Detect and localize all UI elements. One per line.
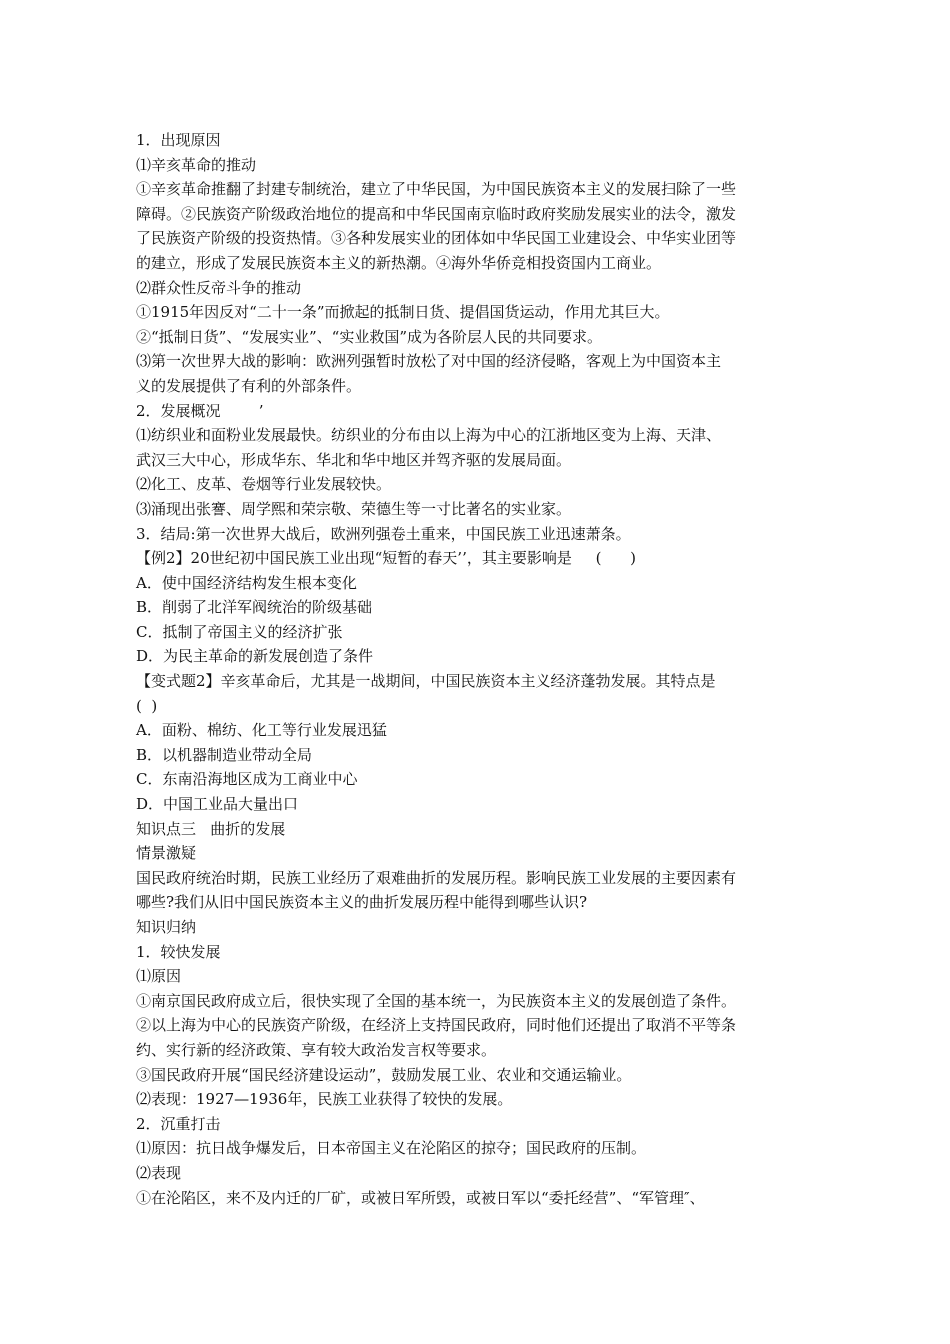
- heading-2-overview: 2．发展概况 ’: [136, 401, 264, 420]
- document-page: [136, 128, 816, 1210]
- subheading-manifestation: ⑵表现: [136, 1163, 182, 1182]
- question-option-a: A．面粉、棉纺、化工等行业发展迅猛: [136, 721, 387, 740]
- paragraph-line: ⑵化工、皮革、卷烟等行业发展较快。: [136, 475, 392, 494]
- subheading-xinhai: ⑴辛亥革命的推动: [136, 155, 257, 174]
- paragraph-line: 障碍。②民族资产阶级政治地位的提高和中华民国南京临时政府奖励发展实业的法令，激发: [136, 204, 737, 223]
- question-answer-blank: ( ): [136, 696, 158, 715]
- question-option-d: D．中国工业品大量出口: [136, 795, 299, 814]
- subsection-scenario: 情景激疑: [136, 844, 197, 863]
- subsection-summary: 知识归纳: [136, 918, 197, 936]
- section-title-knowledge-3: 知识点三 曲折的发展: [136, 819, 286, 838]
- paragraph-line: 了民族资产阶级的投资热情。③各种发展实业的团体如中华民国工业建设会、中华实业团等: [136, 229, 737, 248]
- heading-2-heavy-blow: 2．沉重打击: [136, 1114, 221, 1133]
- question-variant-2: 【变式题2】辛亥革命后，尤其是一战期间，中国民族资本主义经济蓬勃发展。其特点是: [136, 672, 716, 691]
- question-option-c: C．抵制了帝国主义的经济扩张: [136, 622, 343, 641]
- paragraph-line: ①在沦陷区，来不及内迁的厂矿，或被日军所毁，或被日军以“委托经营”、“军管理″、: [136, 1188, 705, 1207]
- paragraph-line: 的建立，形成了发展民族资本主义的新热潮。④海外华侨竞相投资国内工商业。: [136, 253, 662, 272]
- subheading-mass-struggle: ⑵群众性反帝斗争的推动: [136, 278, 302, 297]
- question-option-b: B．削弱了北洋军阀统治的阶级基础: [136, 598, 373, 617]
- paragraph-line: 国民政府统治时期，民族工业经历了艰难曲折的发展历程。影响民族工业发展的主要因素有: [136, 868, 737, 887]
- paragraph-line: 义的发展提供了有利的外部条件。: [136, 376, 362, 395]
- paragraph-line: ③国民政府开展“国民经济建设运动”，鼓励发展工业、农业和交通运输业。: [136, 1065, 632, 1084]
- heading-1-causes: 1．出现原因: [136, 131, 221, 149]
- question-option-d: D．为民主革命的新发展创造了条件: [136, 647, 374, 666]
- heading-3-outcome: 3．结局:第一次世界大战后，欧洲列强卷土重来，中国民族工业迅速萧条。: [136, 524, 631, 543]
- paragraph-line: ①1915年因反对“二十一条”而掀起的抵制日货、提倡国货运动，作用尤其巨大。: [136, 303, 670, 322]
- question-option-a: A．使中国经济结构发生根本变化: [136, 573, 357, 592]
- question-option-b: B．以机器制造业带动全局: [136, 745, 313, 764]
- paragraph-line: 约、实行新的经济政策、享有较大政治发言权等要求。: [136, 1040, 497, 1059]
- paragraph-line: ①南京国民政府成立后，很快实现了全国的基本统一，为民族资本主义的发展创造了条件。: [136, 991, 737, 1010]
- heading-1-rapid-development: 1．较快发展: [136, 942, 221, 961]
- paragraph-line: ⑶涌现出张謇、周学熙和荣宗敬、荣德生等一寸比著名的实业家。: [136, 499, 572, 518]
- subheading-reasons: ⑴原因: [136, 967, 182, 986]
- paragraph-line: 武汉三大中心，形成华东、华北和华中地区并驾齐驱的发展局面。: [136, 450, 572, 469]
- paragraph-line: ②以上海为中心的民族资产阶级，在经济上支持国民政府，同时他们还提出了取消不平等条: [136, 1016, 737, 1035]
- paragraph-line: ⑴纺织业和面粉业发展最快。纺织业的分布由以上海为中心的江浙地区变为上海、天津、: [136, 426, 722, 445]
- paragraph-line: 哪些?我们从旧中国民族资本主义的曲折发展历程中能得到哪些认识?: [136, 893, 588, 912]
- paragraph-line: ②“抵制日货”、“发展实业”、“实业救国”成为各阶层人民的共同要求。: [136, 327, 603, 346]
- paragraph-line: ⑶第一次世界大战的影响：欧洲列强暂时放松了对中国的经济侵略，客观上为中国资本主: [136, 352, 722, 371]
- question-option-c: C．东南沿海地区成为工商业中心: [136, 770, 358, 789]
- paragraph-line: ⑵表现：1927—1936年，民族工业获得了较快的发展。: [136, 1090, 513, 1109]
- paragraph-line: ①辛亥革命推翻了封建专制统治，建立了中华民国，为中国民族资本主义的发展扫除了一些: [136, 180, 737, 199]
- paragraph-line: ⑴原因：抗日战争爆发后，日本帝国主义在沦陷区的掠夺；国民政府的压制。: [136, 1139, 647, 1158]
- question-example-2: 【例2】20世纪初中国民族工业出现“短暂的春天’’，其主要影响是 ( ): [136, 549, 636, 568]
